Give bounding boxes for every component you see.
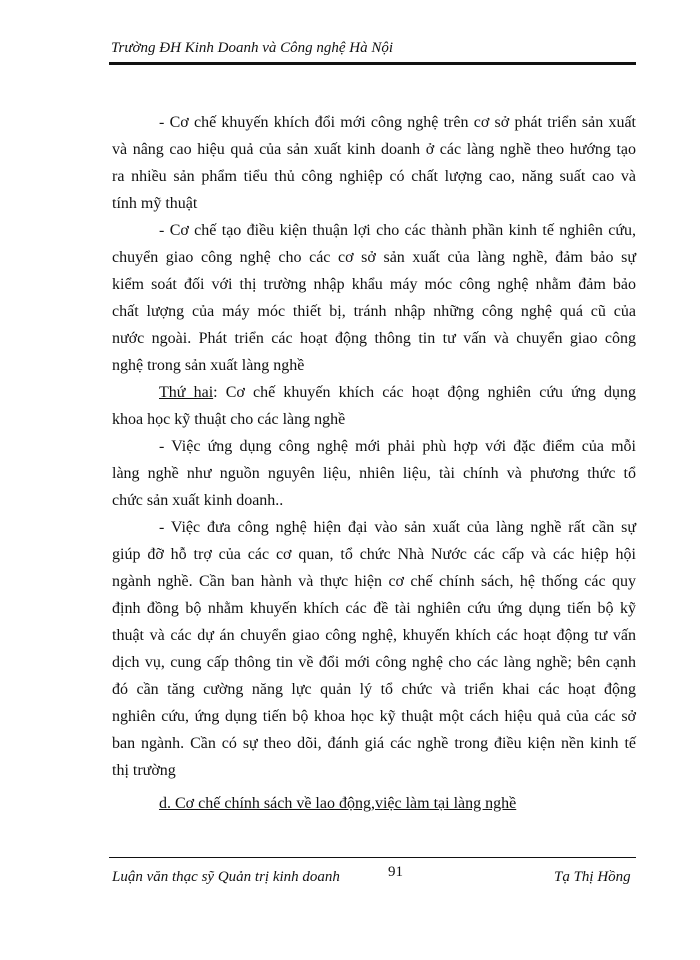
paragraph-line: khoa học kỹ thuật cho các làng nghề [112,411,346,428]
footer-rule [109,857,636,858]
paragraph-line: ra nhiều sản phẩm tiểu thủ công nghiệp có chất lượng cao, năng suất cao và [112,168,636,185]
paragraph-line: - Việc ứng dụng công nghệ mới phải phù hợp với đặc điểm của mỗi [159,438,636,455]
paragraph-2 [112,217,636,379]
paragraph-line: thuật và các dự án chuyển giao công nghệ, khuyến khích các hoạt động tư vấn [112,627,636,644]
section-heading: d. Cơ chế chính sách về lao động,việc làm tại làng nghề [159,795,517,812]
paragraph-line: làng nghề như nguồn nguyên liệu, nhiên liệu, tài chính và phương thức tổ [112,465,636,482]
footer-author: Tạ Thị Hồng [554,869,631,885]
paragraph-line: ban ngành. Cần có sự theo dõi, đánh giá các nghề trong điều kiện nền kinh tế [112,735,636,752]
paragraph-1 [112,109,636,217]
paragraph-4 [112,433,636,514]
paragraph-line: nghệ trong sản xuất làng nghề [112,357,305,374]
paragraph-3 [112,379,636,433]
paragraph-5 [112,514,636,784]
paragraph-line: đó cần tăng cường năng lực quản lý tổ chức và triển khai các hoạt động [112,681,636,698]
paragraph-line: định đồng bộ nhằm khuyến khích các đề tài nghiên cứu ứng dụng tiến bộ kỹ [112,600,636,617]
paragraph-line: - Cơ chế tạo điều kiện thuận lợi cho các thành phần kinh tế nghiên cứu, [159,222,636,239]
paragraph-line: - Việc đưa công nghệ hiện đại vào sản xuất của làng nghề rất cần sự [159,519,636,536]
paragraph-line: thị trường [112,762,176,779]
section-heading-block [159,790,636,817]
header-rule [109,62,636,65]
document-body [112,109,636,817]
paragraph-line: ngành nghề. Cần ban hành và thực hiện cơ chế chính sách, hệ thống các quy [112,573,636,590]
footer-thesis-title: Luận văn thạc sỹ Quản trị kinh doanh [112,869,340,885]
paragraph-line: chất lượng của máy móc thiết bị, tránh nhập những công nghệ quá cũ của [112,303,636,320]
page-number: 91 [388,864,403,880]
paragraph-line: chức sản xuất kinh doanh.. [112,492,284,509]
paragraph-line: và nâng cao hiệu quả của sản xuất kinh doanh ở các làng nghề theo hướng tạo [112,141,636,158]
paragraph-line [112,379,636,406]
paragraph-line: nghiên cứu, ứng dụng tiến bộ khoa học kỹ thuật một cách hiệu quả của các sở [112,708,636,725]
heading-text: : Cơ chế khuyến khích các hoạt động nghiên cứu ứng dụng [213,384,636,401]
paragraph-line: - Cơ chế khuyến khích đổi mới công nghệ trên cơ sở phát triển sản xuất [159,114,636,131]
paragraph-line: chuyển giao công nghệ cho các cơ sở sản xuất của làng nghề, đảm bảo sự [112,249,636,266]
paragraph-line: kiểm soát đối với thị trường nhập khẩu máy móc công nghệ nhằm đảm bảo [112,276,636,293]
paragraph-line: dịch vụ, cung cấp thông tin về đổi mới công nghệ cho các làng nghề; bên cạnh [112,654,636,671]
heading-label: Thứ hai [159,384,214,401]
page-header-title: Trường ĐH Kinh Doanh và Công nghệ Hà Nội [111,40,394,56]
paragraph-line: giúp đỡ hỗ trợ của các cơ quan, tổ chức Nhà Nước các cấp và các hiệp hội [112,546,636,563]
paragraph-line: nước ngoài. Phát triển các hoạt động thông tin tư vấn và chuyển giao công [112,330,636,347]
paragraph-line: tính mỹ thuật [112,195,198,212]
